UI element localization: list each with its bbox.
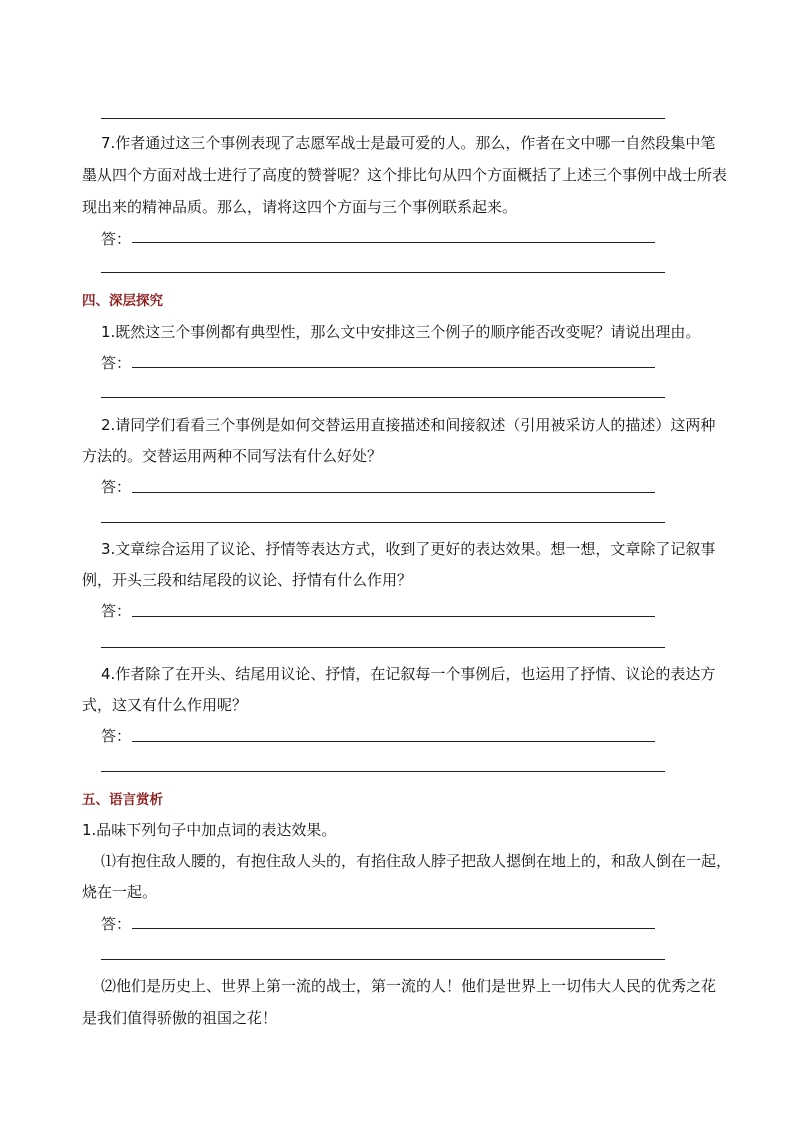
answer-label: 答： [101, 354, 132, 372]
sentence-2-line-2: 是我们值得骄傲的祖国之花！ [82, 1009, 278, 1027]
answer-line [101, 118, 665, 119]
answer-label: 答： [101, 915, 132, 933]
sentence-2-line-1: ⑵他们是历史上、世界上第一流的战士，第一流的人！他们是世界上一切伟大人民的优秀之花 [101, 977, 717, 995]
answer-label: 答： [101, 230, 132, 248]
section-heading-4: 四、深层探究 [82, 293, 163, 309]
section-4-question-4-line-2: 式，这又有什么作用呢？ [82, 696, 248, 714]
question-7-line-3: 现出来的精神品质。那么，请将这四个方面与三个事例联系起来。 [82, 198, 518, 216]
section-heading-5: 五、语言赏析 [82, 792, 163, 808]
section-4-question-4-line-1: 4.作者除了在开头、结尾用议论、抒情，在记叙每一个事例后，也运用了抒情、议论的表达方 [101, 665, 716, 683]
section-4-question-1: 1.既然这三个事例都有典型性，那么文中安排这三个例子的顺序能否改变呢？请说出理由。 [101, 323, 701, 341]
sentence-1-line-2: 烧在一起。 [82, 883, 158, 901]
answer-line[interactable] [101, 647, 665, 648]
question-7-line-1: 7.作者通过这三个事例表现了志愿军战士是最可爱的人。那么，作者在文中哪一自然段集中笔 [101, 134, 716, 152]
section-4-question-3-line-2: 例，开头三段和结尾段的议论、抒情有什么作用？ [82, 571, 413, 589]
question-7-line-2: 墨从四个方面对战士进行了高度的赞誉呢？这个排比句从四个方面概括了上述三个事例中战士所表 [82, 166, 728, 184]
answer-label: 答： [101, 602, 132, 620]
section-5-question-1: 1.品味下列句子中加点词的表达效果。 [82, 821, 337, 839]
section-4-question-2-line-2: 方法的。交替运用两种不同写法有什么好处？ [82, 447, 383, 465]
answer-line[interactable] [101, 771, 665, 772]
answer-label: 答： [101, 478, 132, 496]
answer-line[interactable] [132, 928, 655, 929]
answer-line[interactable] [132, 367, 655, 368]
answer-label: 答： [101, 727, 132, 745]
answer-line[interactable] [132, 242, 655, 243]
sentence-1-line-1: ⑴有抱住敌人腰的，有抱住敌人头的，有掐住敌人脖子把敌人摁倒在地上的，和敌人倒在一起， [101, 852, 732, 870]
answer-line[interactable] [101, 522, 665, 523]
answer-line[interactable] [132, 492, 655, 493]
answer-line[interactable] [132, 616, 655, 617]
section-4-question-3-line-1: 3.文章综合运用了议论、抒情等表达方式，收到了更好的表达效果。想一想，文章除了记叙事 [101, 540, 716, 558]
answer-line[interactable] [132, 741, 655, 742]
answer-line[interactable] [101, 397, 665, 398]
section-4-question-2-line-1: 2.请同学们看看三个事例是如何交替运用直接描述和间接叙述（引用被采访人的描述）这两种 [101, 416, 716, 434]
answer-line[interactable] [101, 272, 665, 273]
answer-line[interactable] [101, 959, 665, 960]
